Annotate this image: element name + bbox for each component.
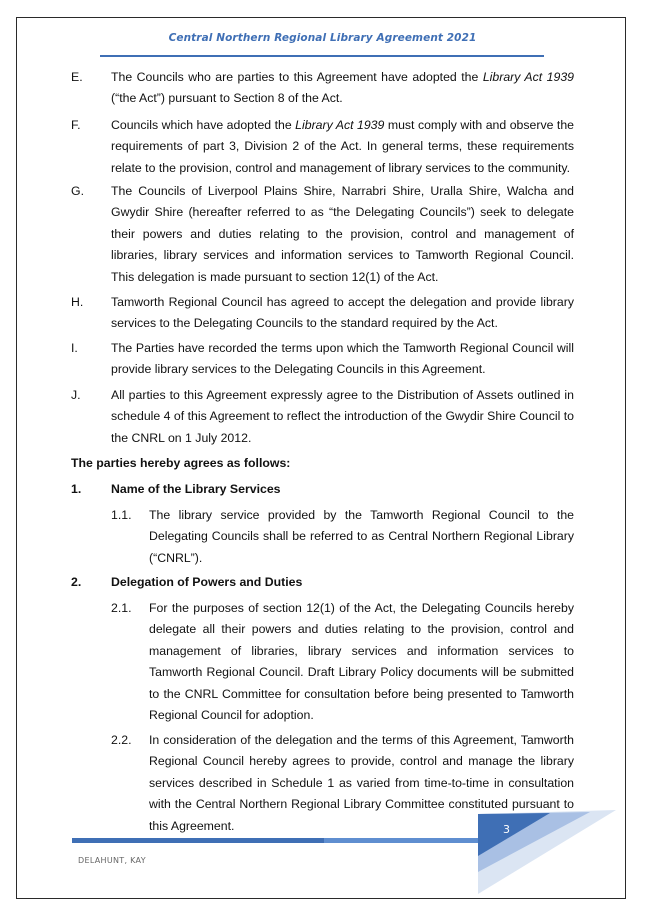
clause-text: The library service provided by the Tamworth Regional Council to the Delegating Councils shall be referred to as Central Northern Regional Library (“CNRL”). [149,508,574,565]
section-number: 2. [71,575,82,589]
clause-number: 2.1. [111,601,132,615]
clause-text: For the purposes of section 12(1) of the Act, the Delegating Councils hereby delegate all their powers and duties relating to the provision, control and management of libraries, library services and information services to Tamworth Regional Council. Draft Library Policy documents will be submitted to the CNRL Committee for consultation before being presented to Tamworth Regional Council for adoption. [149,601,574,723]
footer-rule-right [324,838,484,843]
recital-text: Councils which have adopted the Library Act 1939 must comply with and observe the requirements of part 3, Division 2 of the Act. In general terms, these requirements relate to the provision, control and management of library services to the community. [111,118,574,175]
footer-rule-left [72,838,324,843]
recital-text: Tamworth Regional Council has agreed to accept the delegation and provide library services to the Delegating Councils to the standard required by the Act. [111,295,574,331]
footer-author: DELAHUNT, KAY [78,856,146,865]
recital-marker: J. [71,388,81,402]
recital-text: The Councils who are parties to this Agreement have adopted the Library Act 1939 (“the Act”) pursuant to Section 8 of the Act. [111,70,574,106]
clause-text: In consideration of the delegation and the terms of this Agreement, Tamworth Regional Council hereby agrees to provide, control and manage the library services described in Schedule 1 as varied from time-to-time in consultation with the Central Northern Regional Library Committee constituted pursuant to this Agreement. [149,733,574,833]
recital-marker: G. [71,184,84,198]
header-rule [100,55,544,57]
clause-number: 1.1. [111,508,132,522]
recital-marker: I. [71,341,78,355]
recital-text: The Councils of Liverpool Plains Shire, Narrabri Shire, Uralla Shire, Walcha and Gwydir Shire (hereafter referred to as “the Delegating Councils”) seek to delegate their powers and duties relating to the provision, control and management of libraries, library services and information services to Tamworth Regional Council. This delegation is made pursuant to section 12(1) of the Act. [111,184,574,284]
agreement-intro: The parties hereby agrees as follows: [71,456,291,470]
section-number: 1. [71,482,82,496]
recital-text: The Parties have recorded the terms upon which the Tamworth Regional Council will provide library services to the Delegating Councils in this Agreement. [111,341,574,377]
page-number: 3 [503,823,510,836]
section-title: Name of the Library Services [111,482,281,496]
header-title: Central Northern Regional Library Agreement 2021 [168,32,477,44]
clause-number: 2.2. [111,733,132,747]
recital-marker: E. [71,70,83,84]
recital-marker: H. [71,295,84,309]
section-title: Delegation of Powers and Duties [111,575,303,589]
recital-marker: F. [71,118,81,132]
recital-text: All parties to this Agreement expressly agree to the Distribution of Assets outlined in schedule 4 of this Agreement to reflect the introduction of the Gwydir Shire Council to the CNRL on 1 July 2012. [111,388,574,445]
footer-triangle-decoration [478,808,618,896]
